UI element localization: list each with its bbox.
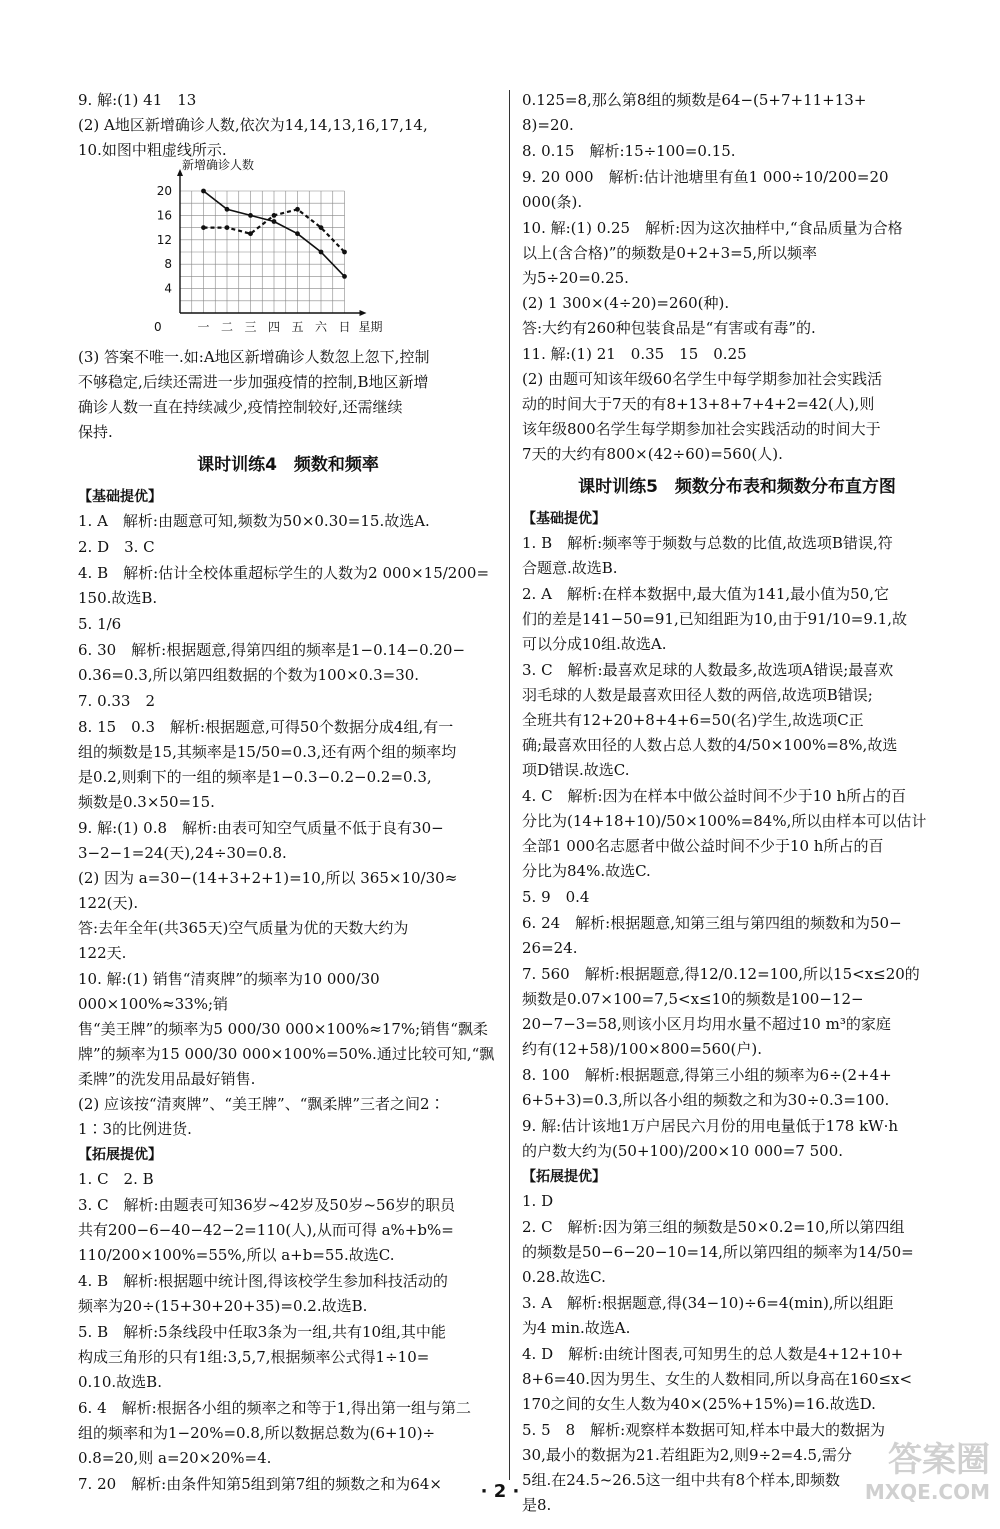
x-tick-label: 五 bbox=[291, 320, 304, 334]
answer-line: 1. A 解析:由题意可知,频数为50×0.30=15.故选A. bbox=[78, 512, 430, 530]
answer-item bbox=[522, 531, 952, 581]
answer-item bbox=[522, 165, 952, 215]
right-column bbox=[522, 88, 952, 1519]
y-tick-label: 12 bbox=[156, 232, 172, 247]
answer-item bbox=[522, 1114, 952, 1164]
answer-line: 6. 30 解析:根据题意,得第四组的频率是1−0.14−0.20− bbox=[78, 641, 466, 659]
column-divider bbox=[509, 90, 510, 1480]
answer-line: 0.28.故选C. bbox=[522, 1268, 606, 1286]
answer-item bbox=[522, 962, 952, 1062]
answer-line: 们的差是141−50=91,已知组距为10,由于91/10=9.1,故 bbox=[522, 610, 907, 628]
x-tick-label: 四 bbox=[267, 320, 281, 334]
data-point bbox=[272, 213, 277, 218]
answer-line: 2. D 3. C bbox=[78, 538, 155, 556]
answer-line: 170之间的女生人数为40×(25%+15%)=16.故选D. bbox=[522, 1395, 876, 1413]
answer-item bbox=[78, 638, 498, 688]
answer-line: 该年级800名学生每学期参加社会实践活动的时间大于 bbox=[522, 420, 881, 438]
answer-item bbox=[78, 1167, 498, 1192]
answer-line: 项D错误.故选C. bbox=[522, 761, 630, 779]
x-tick-label: 一 bbox=[197, 320, 210, 334]
answer-line: 是0.2,则剩下的一组的频率是1−0.3−0.2−0.2=0.3, bbox=[78, 768, 432, 786]
answer-item bbox=[522, 1189, 952, 1214]
answer-item bbox=[522, 1063, 952, 1113]
answer-item bbox=[78, 715, 498, 815]
answer-line: 3. C 解析:最喜欢足球的人数最多,故选项A错误;最喜欢 bbox=[522, 661, 894, 679]
watermark-text: 答案圈 bbox=[888, 1440, 990, 1480]
answer-line: 合题意.故选B. bbox=[522, 559, 618, 577]
page-number: · 2 · bbox=[480, 1481, 520, 1502]
answer-line: 共有200−6−40−42−2=110(人),从而可得 a%+b%= bbox=[78, 1221, 454, 1239]
answer-line: 5. 5 8 解析:观察样本数据可知,样本中最大的数据为 bbox=[522, 1421, 885, 1439]
answer-item bbox=[522, 342, 952, 467]
answer-line: 牌”的频率为15 000/30 000×100%=50%.通过比较可知,“飘 bbox=[78, 1045, 495, 1063]
answer-line: 8)=20. bbox=[522, 116, 574, 134]
answer-line: 动的时间大于7天的有8+13+8+7+4+2=42(人),则 bbox=[522, 395, 875, 413]
answer-line: 1. C 2. B bbox=[78, 1170, 154, 1188]
answer-line: 组的频率和为1−20%=0.8,所以数据总数为(6+10)÷ bbox=[78, 1424, 436, 1442]
answer-line: 0.8=20,则 a=20×20%=4. bbox=[78, 1449, 272, 1467]
answer-line: 4. D 解析:由统计图表,可知男生的总人数是4+12+10+ bbox=[522, 1345, 904, 1363]
basic-answers bbox=[78, 509, 498, 1142]
answer-item bbox=[522, 1342, 952, 1417]
extension-label: 【拓展提优】 bbox=[522, 1169, 606, 1185]
answer-line: 11. 解:(1) 21 0.35 15 0.25 bbox=[522, 345, 747, 363]
answer-line: 8. 100 解析:根据题意,得第三小组的频率为6÷(2+4+ bbox=[522, 1066, 892, 1084]
answer-line: (2) 应该按“清爽牌”、“美王牌”、“飘柔牌”三者之间2∶ bbox=[78, 1095, 445, 1113]
answer-item bbox=[78, 561, 498, 611]
section-title-5: 课时训练5 频数分布表和频数分布直方图 bbox=[578, 477, 896, 497]
answer-line: 频率为20÷(15+30+20+35)=0.2.故选B. bbox=[78, 1297, 368, 1315]
answer-line: 122(天). bbox=[78, 894, 139, 912]
answer-line: 7. 0.33 2 bbox=[78, 692, 156, 710]
answer-line: 20−7−3=58,则该小区月均用水量不超过10 m³的家庭 bbox=[522, 1015, 891, 1033]
answer-line: 110/200×100%=55%,所以 a+b=55.故选C. bbox=[78, 1246, 395, 1264]
answer-item bbox=[522, 658, 952, 783]
answer-line: 不够稳定,后续还需进一步加强疫情的控制,B地区新增 bbox=[78, 373, 429, 391]
answer-line: 1∶3的比例进货. bbox=[78, 1120, 192, 1138]
answer-line: 全部1 000名志愿者中做公益时间不少于10 h所占的百 bbox=[522, 837, 884, 855]
answer-line: 5. 1/6 bbox=[78, 615, 122, 633]
answer-item-q9 bbox=[78, 88, 498, 163]
answer-line: 0.36=0.3,所以第四组数据的个数为100×0.3=30. bbox=[78, 666, 420, 684]
data-point bbox=[342, 274, 347, 279]
answer-line: 确诊人数一直在持续减少,疫情控制较好,还需继续 bbox=[78, 398, 403, 416]
answer-line: 分比为(14+18+10)/50×100%=84%,所以由样本可以估计 bbox=[522, 812, 927, 830]
answer-line: 5. B 解析:5条线段中任取3条为一组,共有10组,其中能 bbox=[78, 1323, 446, 1341]
answer-line: 8. 0.15 解析:15÷100=0.15. bbox=[522, 142, 736, 160]
x-tick-label: 日 bbox=[338, 320, 351, 334]
answer-line: 7. 560 解析:根据题意,得12/0.12=100,所以15<x≤20的 bbox=[522, 965, 920, 983]
answer-line: 30,最小的数据为21.若组距为2,则9÷2=4.5,需分 bbox=[522, 1446, 852, 1464]
answer-item bbox=[78, 1269, 498, 1319]
answer-item bbox=[522, 784, 952, 884]
line-chart bbox=[78, 158, 498, 343]
data-point bbox=[201, 225, 206, 230]
answer-line: 答:去年全年(共365天)空气质量为优的天数大约为 bbox=[78, 919, 409, 937]
answer-item bbox=[78, 967, 498, 1142]
chart-svg bbox=[78, 158, 383, 335]
extension-label: 【拓展提优】 bbox=[78, 1147, 162, 1163]
answer-item bbox=[78, 1396, 498, 1471]
answer-line: 答:大约有260种包装食品是“有害或有毒”的. bbox=[522, 319, 816, 337]
basic-label: 【基础提优】 bbox=[78, 489, 162, 505]
answer-line: 保持. bbox=[78, 423, 113, 441]
answer-line: 可以分成10组.故选A. bbox=[522, 635, 667, 653]
answer-line: 6. 4 解析:根据各小组的频率之和等于1,得出第一组与第二 bbox=[78, 1399, 471, 1417]
section-title-4: 课时训练4 频数和频率 bbox=[197, 455, 379, 475]
answer-line: (3) 答案不唯一.如:A地区新增确诊人数忽上忽下,控制 bbox=[78, 348, 430, 366]
answer-line: 122天. bbox=[78, 944, 127, 962]
answer-item bbox=[522, 1215, 952, 1290]
answer-item-q9-part3 bbox=[78, 345, 498, 445]
watermark-url: MXQE.COM bbox=[864, 1480, 990, 1504]
answer-line: (2) 因为 a=30−(14+3+2+1)=10,所以 365×10/30≈ bbox=[78, 869, 458, 887]
answer-item bbox=[522, 216, 952, 341]
answer-item bbox=[78, 816, 498, 966]
x-axis-label: 星期 bbox=[358, 320, 383, 334]
data-point bbox=[248, 231, 253, 236]
basic-label: 【基础提优】 bbox=[522, 511, 606, 527]
data-point bbox=[319, 225, 324, 230]
answer-line: 8+6=40.因为男生、女生的人数相同,所以身高在160≤x< bbox=[522, 1370, 913, 1388]
answer-item bbox=[522, 885, 952, 910]
answer-item bbox=[78, 535, 498, 560]
y-tick-label: 4 bbox=[164, 281, 172, 296]
answer-line: 频数是0.3×50=15. bbox=[78, 793, 215, 811]
answer-line: 全班共有12+20+8+4+6=50(名)学生,故选项C正 bbox=[522, 711, 864, 729]
answer-line: (2) A地区新增确诊人数,依次为14,14,13,16,17,14, bbox=[78, 116, 428, 134]
answer-line: 1. D bbox=[522, 1192, 554, 1210]
answer-line: 的户数大约为(50+100)/200×10 000=7 500. bbox=[522, 1142, 844, 1160]
answer-line: 4. B 解析:根据题中统计图,得该校学生参加科技活动的 bbox=[78, 1272, 448, 1290]
answer-line: 6. 24 解析:根据题意,知第三组与第四组的频数和为50− bbox=[522, 914, 902, 932]
answer-line: 为5÷20=0.25. bbox=[522, 269, 629, 287]
answer-line: 9. 20 000 解析:估计池塘里有鱼1 000÷10/200=20 000(条). bbox=[522, 168, 889, 211]
answer-line: 售“美王牌”的频率为5 000/30 000×100%≈17%;销售“飘柔 bbox=[78, 1020, 488, 1038]
origin-label: 0 bbox=[154, 320, 162, 334]
data-point bbox=[319, 250, 324, 255]
answer-line: 7. 20 解析:由条件知第5组到第7组的频数之和为64× bbox=[78, 1475, 442, 1493]
answer-line: 以上(含合格)”的频数是0+2+3=5,所以频率 bbox=[522, 244, 818, 262]
data-point bbox=[225, 225, 230, 230]
answer-line: 9. 解:(1) 41 13 bbox=[78, 91, 197, 109]
answer-line: 是8. bbox=[522, 1496, 552, 1514]
continued-answers bbox=[522, 88, 952, 467]
answer-item bbox=[78, 689, 498, 714]
y-tick-label: 8 bbox=[164, 257, 172, 272]
data-point bbox=[295, 231, 300, 236]
answer-line: 确;最喜欢田径的人数占总人数的4/50×100%=8%,故选 bbox=[522, 736, 898, 754]
answer-line: 2. A 解析:在样本数据中,最大值为141,最小值为50,它 bbox=[522, 585, 889, 603]
answer-line: 构成三角形的只有1组:3,5,7,根据频率公式得1÷10= bbox=[78, 1348, 430, 1366]
answer-line: 26=24. bbox=[522, 939, 578, 957]
answer-line: 4. C 解析:因为在样本中做公益时间不少于10 h所占的百 bbox=[522, 787, 907, 805]
answer-line: 组的频数是15,其频率是15/50=0.3,还有两个组的频率均 bbox=[78, 743, 457, 761]
answer-line: 频数是0.07×100=7,5<x≤10的频数是100−12− bbox=[522, 990, 864, 1008]
answer-line: 7天的大约有800×(42÷60)=560(人). bbox=[522, 445, 783, 463]
answer-line: (2) 由题可知该年级60名学生中每学期参加社会实践活 bbox=[522, 370, 883, 388]
answer-item bbox=[522, 911, 952, 961]
answer-line: 柔牌”的洗发用品最好销售. bbox=[78, 1070, 256, 1088]
answer-line: 10.如图中粗虚线所示. bbox=[78, 141, 227, 159]
data-point bbox=[248, 213, 253, 218]
answer-line: 0.125=8,那么第8组的频数是64−(5+7+11+13+ bbox=[522, 91, 867, 109]
answer-item bbox=[522, 582, 952, 657]
left-column bbox=[78, 88, 498, 1498]
answer-line: 3. A 解析:根据题意,得(34−10)÷6=4(min),所以组距 bbox=[522, 1294, 894, 1312]
data-point bbox=[295, 207, 300, 212]
data-point bbox=[225, 207, 230, 212]
x-tick-label: 二 bbox=[220, 320, 234, 334]
answer-line: 6+5+3)=0.3,所以各小组的频数之和为30÷0.3=100. bbox=[522, 1091, 890, 1109]
data-point bbox=[342, 250, 347, 255]
answer-line: 5. 9 0.4 bbox=[522, 888, 590, 906]
answer-line: 8. 15 0.3 解析:根据题意,可得50个数据分成4组,有一 bbox=[78, 718, 454, 736]
answer-line: 2. C 解析:因为第三组的频数是50×0.2=10,所以第四组 bbox=[522, 1218, 905, 1236]
answer-line: 150.故选B. bbox=[78, 589, 158, 607]
extension-answers bbox=[78, 1167, 498, 1497]
answer-item bbox=[522, 139, 952, 164]
x-axis-arrow bbox=[360, 310, 367, 316]
answer-item bbox=[522, 1291, 952, 1341]
answer-line: 3. C 解析:由题表可知36岁~42岁及50岁~56岁的职员 bbox=[78, 1196, 456, 1214]
y-tick-label: 16 bbox=[156, 208, 172, 223]
answer-line: 5组.在24.5~26.5这一组中共有8个样本,即频数 bbox=[522, 1471, 840, 1489]
answer-line: 4. B 解析:估计全校体重超标学生的人数为2 000×15/200= bbox=[78, 564, 490, 582]
answer-item bbox=[78, 1193, 498, 1268]
answer-line: 3−2−1=24(天),24÷30=0.8. bbox=[78, 844, 287, 862]
answer-item bbox=[78, 509, 498, 534]
answer-line: 9. 解:估计该地1万户居民六月份的用电量低于178 kW·h bbox=[522, 1117, 899, 1135]
answer-line: 约有(12+58)/100×800=560(户). bbox=[522, 1040, 763, 1058]
data-point bbox=[272, 219, 277, 224]
answer-line: 10. 解:(1) 销售“清爽牌”的频率为10 000/30 000×100%≈33%;销 bbox=[78, 970, 380, 1013]
answer-line: 为4 min.故选A. bbox=[522, 1319, 631, 1337]
x-tick-label: 三 bbox=[244, 320, 257, 334]
y-tick-label: 20 bbox=[156, 184, 172, 198]
answer-item bbox=[522, 88, 952, 138]
x-tick-label: 六 bbox=[314, 320, 328, 334]
answer-line: (2) 1 300×(4÷20)=260(种). bbox=[522, 294, 730, 312]
answer-line: 10. 解:(1) 0.25 解析:因为这次抽样中,“食品质量为合格 bbox=[522, 219, 903, 237]
answer-line: 羽毛球的人数是最喜欢田径人数的两倍,故选项B错误; bbox=[522, 686, 873, 704]
y-axis-label: 新增确诊人数 bbox=[182, 158, 255, 172]
answer-line: 的频数是50−6−20−10=14,所以第四组的频率为14/50= bbox=[522, 1243, 914, 1261]
basic-answers bbox=[522, 531, 952, 1164]
data-point bbox=[201, 189, 206, 194]
answer-line: 9. 解:(1) 0.8 解析:由表可知空气质量不低于良有30− bbox=[78, 819, 444, 837]
answer-line: 分比为84%.故选C. bbox=[522, 862, 651, 880]
answer-line: 1. B 解析:频率等于频数与总数的比值,故选项B错误,符 bbox=[522, 534, 893, 552]
answer-item bbox=[78, 1320, 498, 1395]
answer-item bbox=[78, 612, 498, 637]
watermark-logo bbox=[800, 1440, 990, 1504]
answer-line: 0.10.故选B. bbox=[78, 1373, 162, 1391]
